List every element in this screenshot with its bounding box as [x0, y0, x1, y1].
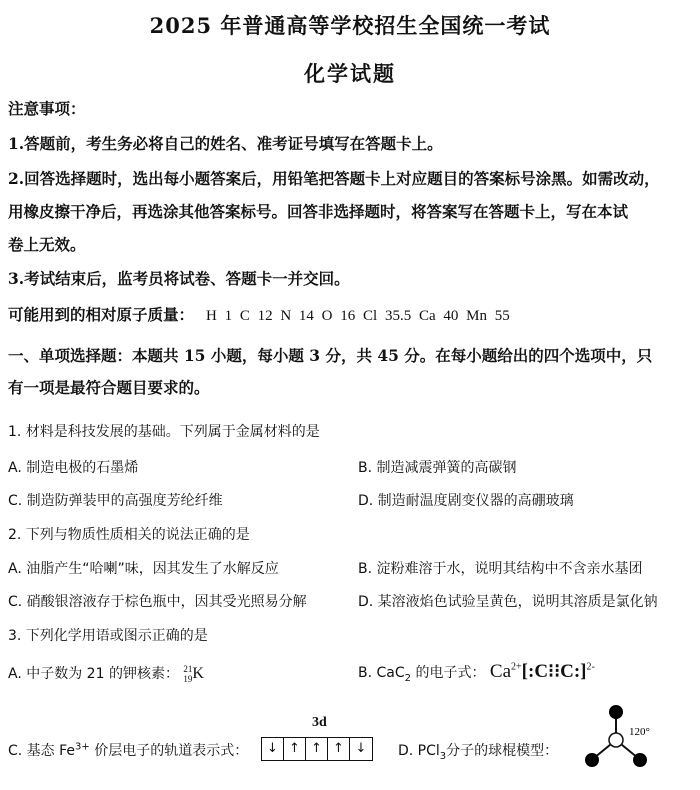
question-1-option-a[interactable]: A. 制造电极的石墨烯	[8, 460, 139, 476]
question-2-option-d[interactable]: D. 某溶液焰色试验呈黄色，说明其溶质是氯化钠	[358, 594, 658, 610]
orbital-diagram	[261, 737, 373, 761]
option-b-subscript: 2	[404, 672, 412, 684]
orbital-label: 3d	[312, 715, 327, 730]
question-3-option-c[interactable]	[8, 740, 248, 760]
orbital-box-3: ↑	[306, 738, 328, 760]
question-1-stem: 1. 材料是科技发展的基础。下列属于金属材料的是	[8, 424, 320, 440]
atomic-masses-values: H 1 C 12 N 14 O 16 Cl 35.5 Ca 40 Mn 55	[206, 308, 510, 324]
option-d-prefix: D. PCl	[398, 743, 440, 759]
iron-charge: 3+	[75, 741, 90, 753]
atomic-masses-row	[8, 303, 510, 325]
orbital-box-1: ↓	[262, 738, 284, 760]
question-2-option-c[interactable]: C. 硝酸银溶液存于棕色瓶中，因其受光照易分解	[8, 594, 307, 610]
notice-item-2-line-2: 用橡皮擦干净后，再选涂其他答案标号。回答非选择题时，将答案写在答题卡上，写在本试	[8, 202, 629, 221]
central-atom	[609, 733, 623, 747]
atom-left	[585, 753, 599, 767]
option-d-subscript: 3	[439, 750, 447, 762]
option-b-suffix: 的电子式：	[411, 665, 486, 681]
orbital-box-2: ↑	[284, 738, 306, 760]
atomic-masses-label: 可能用到的相对原子质量：	[8, 305, 195, 324]
electron-dot-formula	[490, 661, 595, 682]
question-2-option-a[interactable]: A. 油脂产生“哈喇”味，因其发生了水解反应	[8, 561, 279, 577]
section-heading-line-1: 一、单项选择题：本题共 15 小题，每小题 3 分，共 45 分。在每小题给出的四个选项中，只	[8, 346, 653, 365]
orbital-box-5: ↓	[355, 741, 367, 756]
question-3-option-b[interactable]	[358, 660, 595, 684]
carbide-anion: [:C⁝⁝C:]	[521, 661, 587, 682]
notice-item-1: 1.答题前，考生务必将自己的姓名、准考证号填写在答题卡上。	[8, 134, 443, 153]
option-d-suffix: 分子的球棍模型：	[446, 743, 559, 759]
calcium-symbol: Ca	[489, 661, 512, 682]
section-heading-line-2: 有一项是最符合题目要求的。	[8, 378, 210, 397]
notice-item-2-line-3: 卷上无效。	[8, 235, 86, 254]
anion-charge: 2-	[586, 661, 595, 673]
question-3-option-d[interactable]	[398, 740, 558, 762]
question-1-option-b[interactable]: B. 制造减震弹簧的高碳钢	[358, 460, 517, 476]
option-a-prefix: A. 中子数为 21 的钾核素：	[8, 666, 179, 682]
orbital-box-4: ↑	[328, 738, 350, 760]
mass-number: 21	[183, 664, 193, 674]
question-3-stem: 3. 下列化学用语或图示正确的是	[8, 628, 208, 644]
notice-heading: 注意事项：	[8, 99, 86, 118]
notice-item-3: 3.考试结束后，监考员将试卷、答题卡一并交回。	[8, 269, 350, 288]
atomic-number: 19	[183, 674, 193, 684]
question-1-option-d[interactable]: D. 制造耐温度剧变仪器的高硼玻璃	[358, 493, 574, 509]
atom-right	[633, 753, 647, 767]
question-2-stem: 2. 下列与物质性质相关的说法正确的是	[8, 527, 250, 543]
calcium-charge: 2+	[511, 661, 522, 673]
element-symbol: K	[192, 665, 204, 682]
question-3-option-a[interactable]	[8, 663, 204, 684]
question-2-option-b[interactable]: B. 淀粉难溶于水，说明其结构中不含亲水基团	[358, 561, 643, 577]
question-1-option-c[interactable]: C. 制造防弹装甲的高强度芳纶纤维	[8, 493, 223, 509]
angle-label: 120°	[629, 726, 650, 738]
option-c-prefix: C. 基态 Fe	[8, 743, 76, 759]
exam-title: 2025 年普通高等学校招生全国统一考试	[149, 13, 551, 38]
subject-title: 化学试题	[304, 61, 396, 86]
atom-top	[609, 705, 623, 719]
ball-and-stick-model	[577, 703, 687, 787]
notice-item-2-line-1: 2.回答选择题时，选出每小题答案后，用铅笔把答题卡上对应题目的答案标号涂黑。如需改动，	[8, 169, 660, 188]
option-c-suffix: 价层电子的轨道表示式：	[89, 743, 249, 759]
option-b-prefix: B. CaC	[358, 665, 405, 681]
